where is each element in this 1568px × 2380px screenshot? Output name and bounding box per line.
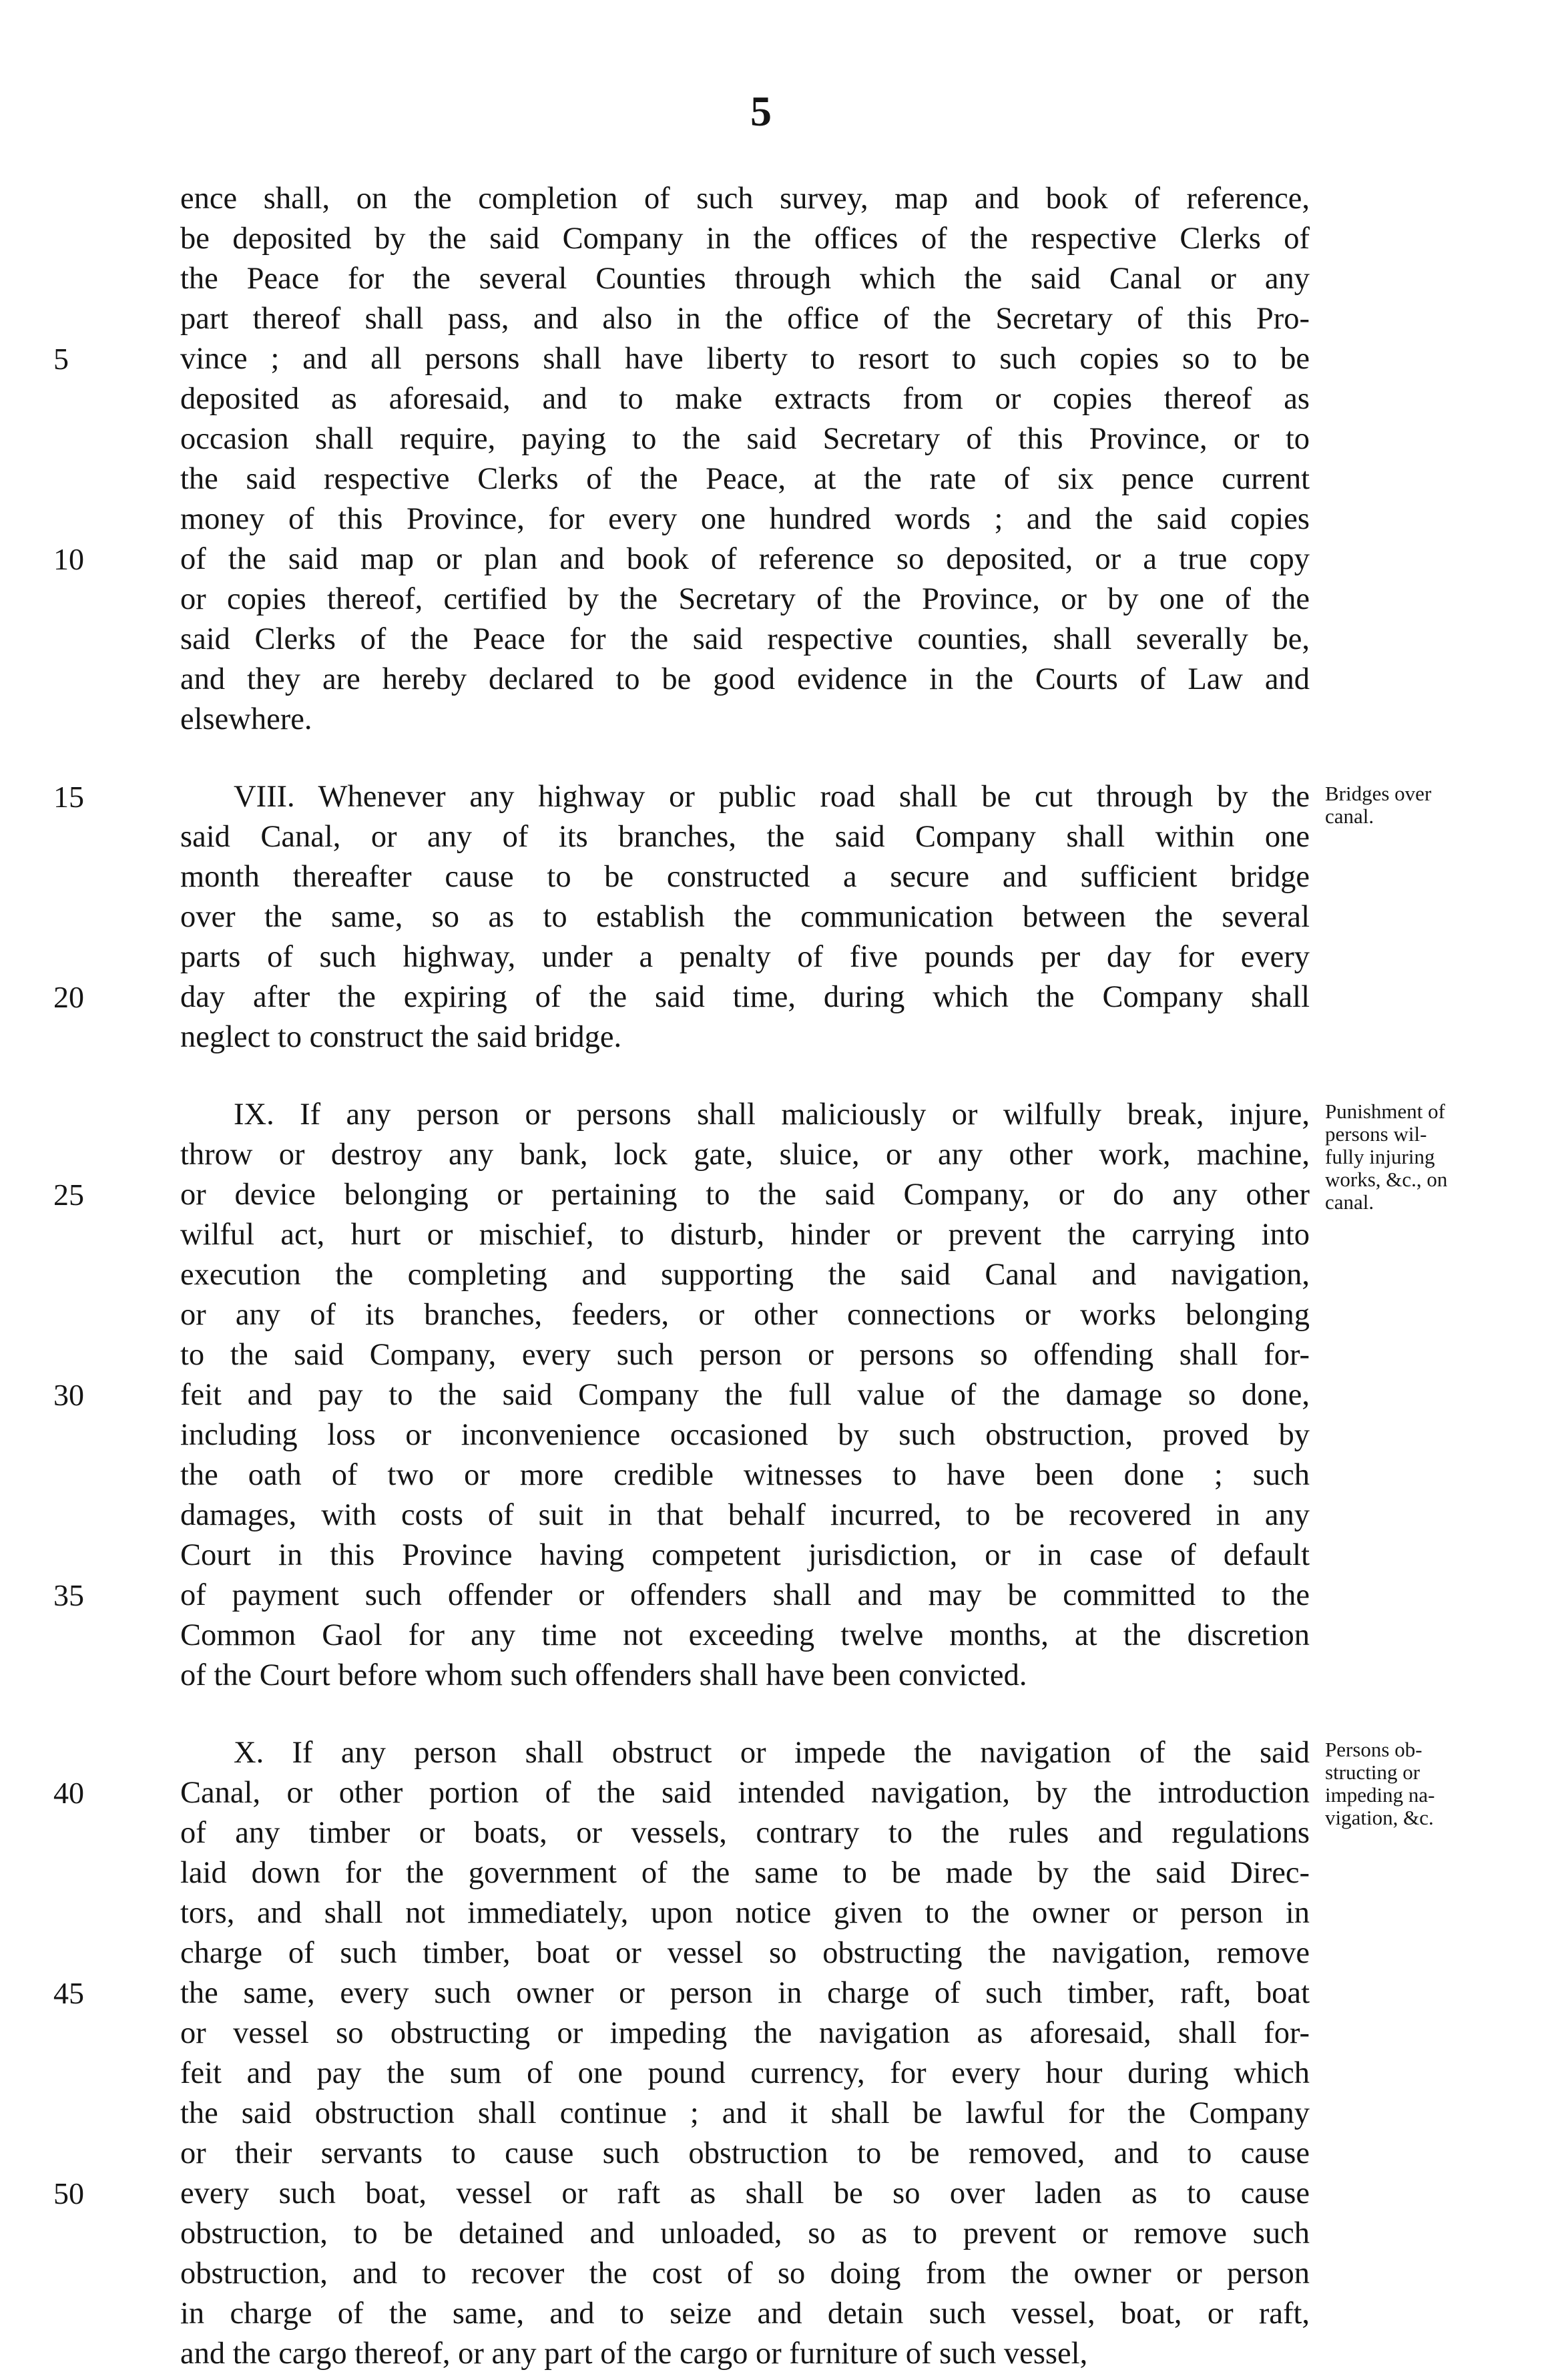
text-line: occasion shall require, paying to the said Secretary of this Province, or to — [180, 422, 1310, 456]
line-number: 40 — [53, 1776, 84, 1810]
text-line: day after the expiring of the said time, during which the Company shall — [180, 980, 1310, 1014]
text-line: throw or destroy any bank, lock gate, sluice, or any other work, machine, — [180, 1138, 1310, 1172]
text-line: obstruction, and to recover the cost of so doing from the owner or person — [180, 2256, 1310, 2291]
margin-note-line: structing or — [1325, 1760, 1420, 1784]
text-line: part thereof shall pass, and also in the office of the Secretary of this Pro- — [180, 302, 1310, 336]
line-number: 5 — [53, 342, 69, 376]
margin-note-line: Persons ob- — [1325, 1738, 1422, 1761]
text-line: IX. If any person or persons shall maliciously or wilfully break, injure, — [234, 1098, 1310, 1132]
margin-note — [1325, 1738, 1552, 1829]
text-line: of the Court before whom such offenders shall have been convicted. — [180, 1658, 1027, 1692]
text-line: charge of such timber, boat or vessel so obstructing the navigation, remove — [180, 1936, 1310, 1970]
line-number: 35 — [53, 1578, 84, 1612]
text-line: parts of such highway, under a penalty of five pounds per day for every — [180, 940, 1310, 974]
margin-note-line: works, &c., on — [1325, 1168, 1448, 1191]
text-line: deposited as aforesaid, and to make extracts from or copies thereof as — [180, 382, 1310, 416]
text-line: the said respective Clerks of the Peace, at the rate of six pence current — [180, 462, 1310, 496]
margin-note-line: impeding na- — [1325, 1783, 1435, 1807]
text-line: feit and pay to the said Company the full value of the damage so done, — [180, 1378, 1310, 1412]
line-number: 25 — [53, 1178, 84, 1212]
text-line: X. If any person shall obstruct or impede the navigation of the said — [234, 1736, 1310, 1770]
line-number: 30 — [53, 1378, 84, 1412]
text-line: to the said Company, every such person or persons so offending shall for- — [180, 1338, 1310, 1372]
text-line: neglect to construct the said bridge. — [180, 1020, 622, 1054]
text-line: Canal, or other portion of the said intended navigation, by the introduction — [180, 1776, 1310, 1810]
text-line: the oath of two or more credible witnesses to have been done ; such — [180, 1458, 1310, 1492]
margin-note-line: fully injuring — [1325, 1145, 1435, 1168]
text-line: Common Gaol for any time not exceeding twelve months, at the discretion — [180, 1618, 1310, 1652]
text-line: laid down for the government of the same to be made by the said Direc- — [180, 1856, 1310, 1890]
text-line: or device belonging or pertaining to the said Company, or do any other — [180, 1178, 1310, 1212]
text-line: month thereafter cause to be constructed a secure and sufficient bridge — [180, 860, 1310, 894]
text-line: obstruction, to be detained and unloaded, so as to prevent or remove such — [180, 2216, 1310, 2250]
text-line: tors, and shall not immediately, upon notice given to the owner or person in — [180, 1896, 1310, 1930]
margin-note-line: Punishment of — [1325, 1100, 1445, 1123]
margin-note-line: persons wil- — [1325, 1122, 1427, 1146]
margin-note-line: vigation, &c. — [1325, 1806, 1434, 1829]
page-number: 5 — [750, 87, 772, 135]
text-line: damages, with costs of suit in that behalf incurred, to be recovered in any — [180, 1498, 1310, 1532]
text-line: ence shall, on the completion of such survey, map and book of reference, — [180, 182, 1310, 216]
margin-note-line: canal. — [1325, 804, 1374, 828]
text-line: vince ; and all persons shall have liberty to resort to such copies so to be — [180, 342, 1310, 376]
line-number: 15 — [53, 780, 84, 814]
text-line: of the said map or plan and book of reference so deposited, or a true copy — [180, 542, 1310, 576]
text-line: and the cargo thereof, or any part of the cargo or furniture of such vessel, — [180, 2337, 1088, 2371]
line-number: 10 — [53, 542, 84, 576]
text-line: of payment such offender or offenders shall and may be committed to the — [180, 1578, 1310, 1612]
line-number: 50 — [53, 2176, 84, 2210]
text-line: over the same, so as to establish the communication between the several — [180, 900, 1310, 934]
text-line: in charge of the same, and to seize and detain such vessel, boat, or raft, — [180, 2297, 1310, 2331]
text-line: feit and pay the sum of one pound currency, for every hour during which — [180, 2056, 1310, 2090]
margin-note — [1325, 782, 1552, 828]
text-line: be deposited by the said Company in the offices of the respective Clerks of — [180, 222, 1310, 256]
text-line: or any of its branches, feeders, or other connections or works belonging — [180, 1298, 1310, 1332]
text-line: said Clerks of the Peace for the said respective counties, shall severally be, — [180, 622, 1310, 656]
text-line: or their servants to cause such obstruction to be removed, and to cause — [180, 2136, 1310, 2170]
margin-note-line: Bridges over — [1325, 782, 1432, 805]
text-line: including loss or inconvenience occasioned by such obstruction, proved by — [180, 1418, 1310, 1452]
text-line: or copies thereof, certified by the Secretary of the Province, or by one of the — [180, 582, 1310, 616]
text-line: the Peace for the several Counties through which the said Canal or any — [180, 262, 1310, 296]
text-line: and they are hereby declared to be good evidence in the Courts of Law and — [180, 662, 1310, 696]
text-line: said Canal, or any of its branches, the said Company shall within one — [180, 820, 1310, 854]
text-line: the same, every such owner or person in charge of such timber, raft, boat — [180, 1976, 1310, 2010]
line-number: 20 — [53, 980, 84, 1014]
text-line: the said obstruction shall continue ; and it shall be lawful for the Company — [180, 2096, 1310, 2130]
line-number: 45 — [53, 1976, 84, 2010]
margin-note — [1325, 1100, 1552, 1214]
text-line: money of this Province, for every one hundred words ; and the said copies — [180, 502, 1310, 536]
text-line: every such boat, vessel or raft as shall be so over laden as to cause — [180, 2176, 1310, 2210]
text-line: execution the completing and supporting the said Canal and navigation, — [180, 1258, 1310, 1292]
text-line: elsewhere. — [180, 702, 312, 736]
text-line: VIII. Whenever any highway or public road shall be cut through by the — [234, 780, 1310, 814]
text-line: Court in this Province having competent jurisdiction, or in case of default — [180, 1538, 1310, 1572]
text-line: or vessel so obstructing or impeding the navigation as aforesaid, shall for- — [180, 2016, 1310, 2050]
margin-note-line: canal. — [1325, 1190, 1374, 1214]
text-line: of any timber or boats, or vessels, contrary to the rules and regulations — [180, 1816, 1310, 1850]
text-line: wilful act, hurt or mischief, to disturb, hinder or prevent the carrying into — [180, 1218, 1310, 1252]
